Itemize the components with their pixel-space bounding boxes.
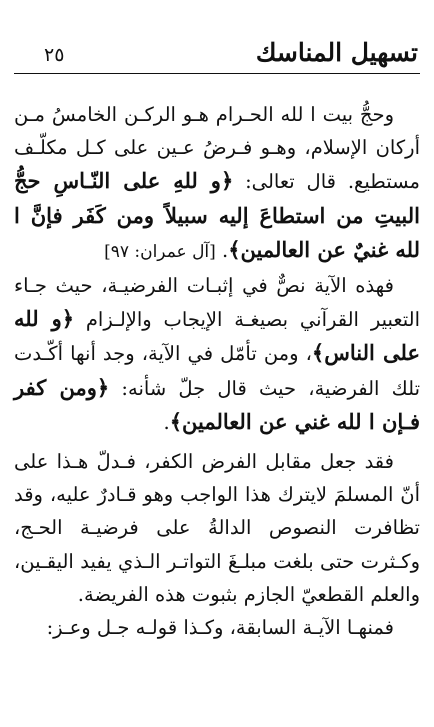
body-text: ، ومن تأمّل في الآية، وجد أنها أكّـدت تلك الفرضية، حيث قال جلّ شأنه: <box>14 342 420 400</box>
body-text: وحجُّ بيت ا لله الحـرام هـو الركـن الخامسُ مـن أركان الإسلام، وهـو فـرضُ عـين على كـل مكلّـف مستطيع. قال تعالى: <box>14 103 421 194</box>
book-title: تسهيل المناسك <box>255 38 418 67</box>
page-body <box>14 98 420 644</box>
page-number: ٢٥ <box>44 44 65 66</box>
body-text: . <box>215 238 229 262</box>
paragraph <box>14 445 420 611</box>
quran-verse: ﴿و للهِ على النّـاسِ حجُّ البيتِ من استطاعَ إليه سبيلاً ومن كَفَر فإنَّ ا لله غنيٌ عن العالمين﴾ <box>14 168 420 262</box>
body-text: فهذه الآية نصٌّ في إثبـات الفرضيـة، حيث جـاء التعبير القرآني بصيغـة الإيجاب والإلـزام <box>14 274 420 332</box>
body-text: فقد جعل مقابل الفرض الكفر، فـدلّ هـذا على أنّ المسلمَ لايترك هذا الواجب وهو قـادرٌ عليه، وقد تظافرت النصوص الدالةُ على فرضيـة الحـج، وكـثرت حتى بلغت مبلـغَ التواتـر الـذي يفيد اليقـين، والعلم القطعيّ الجازم بثبوت هذه الفريضة. <box>14 450 420 606</box>
running-head <box>14 36 420 72</box>
paragraph <box>14 611 420 644</box>
paragraph <box>14 269 420 439</box>
quran-verse: ﴿ومن كفر فـإن ا لله غني عن العالمين﴾ <box>14 374 420 434</box>
body-text: فمنهـا الآيـة السابقة، وكـذا قولـه جـل وعـز: <box>46 616 394 640</box>
quran-verse: ﴿و لله على الناس﴾ <box>14 306 420 366</box>
body-text: . <box>163 410 170 434</box>
paragraph <box>14 98 420 269</box>
header-divider <box>14 73 420 74</box>
verse-citation: [آل عمران: ٩٧] <box>104 241 216 262</box>
